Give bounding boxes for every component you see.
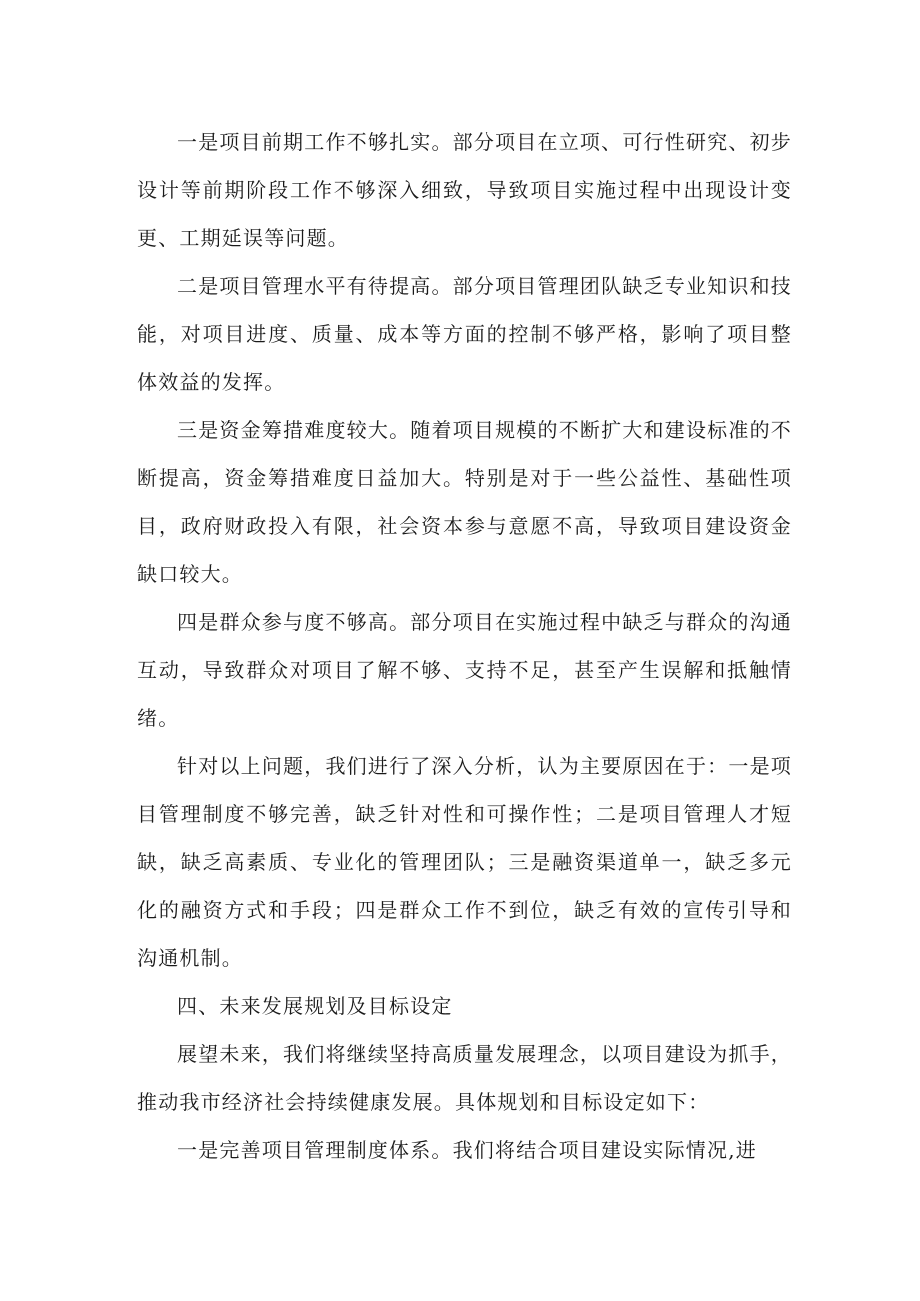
paragraph-problem-2: 二是项目管理水平有待提高。部分项目管理团队缺乏专业知识和技能，对项目进度、质量、成本等方面的控制不够严格，影响了项目整体效益的发挥。 — [137, 274, 792, 394]
section-heading: 四、未来发展规划及目标设定 — [177, 994, 453, 1018]
paragraph-problem-3: 三是资金筹措难度较大。随着项目规模的不断扩大和建设标准的不断提高，资金筹措难度日益加大。特别是对于一些公益性、基础性项目，政府财政投入有限，社会资本参与意愿不高，导致项目建设资金缺口较大。 — [137, 418, 792, 586]
paragraph-plan-1: 一是完善项目管理制度体系。我们将结合项目建设实际情况,进 — [177, 1138, 757, 1162]
paragraph-outlook: 展望未来，我们将继续坚持高质量发展理念，以项目建设为抓手，推动我市经济社会持续健康发展。具体规划和目标设定如下： — [137, 1042, 792, 1114]
paragraph-cause-analysis: 针对以上问题，我们进行了深入分析，认为主要原因在于：一是项目管理制度不够完善，缺乏针对性和可操作性；二是项目管理人才短缺，缺乏高素质、专业化的管理团队；三是融资渠道单一，缺乏多元化的融资方式和手段；四是群众工作不到位，缺乏有效的宣传引导和沟通机制。 — [137, 754, 792, 970]
paragraph-problem-1: 一是项目前期工作不够扎实。部分项目在立项、可行性研究、初步设计等前期阶段工作不够深入细致，导致项目实施过程中出现设计变更、工期延误等问题。 — [137, 130, 792, 250]
paragraph-problem-4: 四是群众参与度不够高。部分项目在实施过程中缺乏与群众的沟通互动，导致群众对项目了解不够、支持不足，甚至产生误解和抵触情绪。 — [137, 610, 792, 730]
document-body — [137, 118, 792, 1174]
